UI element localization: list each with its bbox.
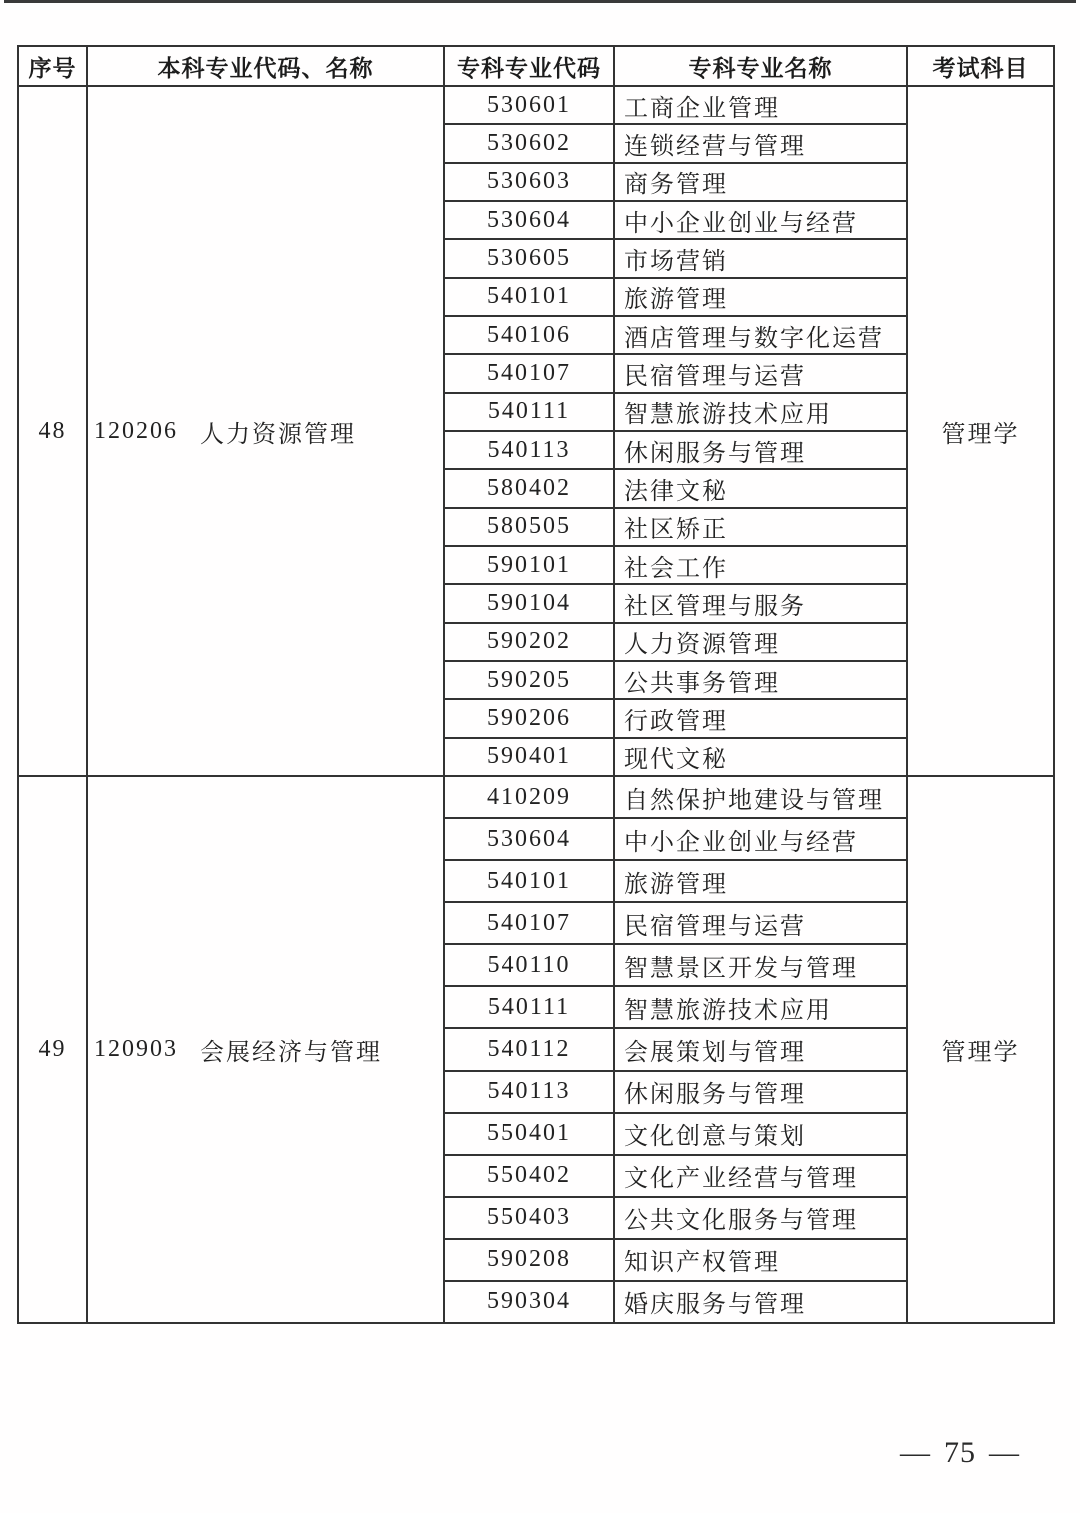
major-row	[445, 1240, 906, 1282]
exam-subject-cell: 管理学	[941, 1040, 1020, 1066]
section-row	[19, 777, 1053, 1322]
college-major-name: 公共事务管理	[624, 670, 780, 697]
college-major-code: 590202	[445, 624, 615, 660]
col-header-undergrad: 本科专业代码、名称	[88, 47, 445, 85]
college-major-name: 社区矫正	[624, 517, 728, 544]
undergrad-cell	[88, 777, 445, 1322]
undergrad-name: 人力资源管理	[200, 421, 356, 448]
college-major-name: 休闲服务与管理	[624, 440, 806, 467]
college-major-name: 中小企业创业与经营	[624, 210, 858, 237]
college-major-name: 婚庆服务与管理	[624, 1292, 806, 1319]
college-major-name: 工商企业管理	[624, 95, 780, 122]
undergrad-cell	[88, 87, 445, 775]
major-row	[445, 509, 906, 547]
college-major-name: 旅游管理	[624, 287, 728, 314]
college-major-name: 智慧旅游技术应用	[624, 997, 832, 1024]
college-major-code: 550402	[445, 1156, 615, 1196]
college-major-code: 530604	[445, 202, 615, 238]
college-major-name: 社区管理与服务	[624, 593, 806, 620]
major-row	[445, 355, 906, 393]
major-row	[445, 987, 906, 1029]
college-major-code: 540101	[445, 279, 615, 315]
major-row	[445, 1282, 906, 1322]
college-major-name: 知识产权管理	[624, 1250, 780, 1277]
top-page-rule	[4, 0, 1076, 3]
footer-right-dash: —	[989, 1436, 1020, 1469]
college-major-code: 540106	[445, 317, 615, 353]
college-major-name: 休闲服务与管理	[624, 1082, 806, 1109]
college-major-code: 530604	[445, 819, 615, 859]
major-correspondence-table	[17, 45, 1055, 1324]
page-number: 75	[944, 1436, 976, 1469]
college-major-name: 现代文秘	[624, 747, 728, 774]
college-major-code: 590304	[445, 1282, 615, 1322]
college-major-name: 市场营销	[624, 248, 728, 275]
major-row	[445, 585, 906, 623]
major-row	[445, 662, 906, 700]
major-row	[445, 1156, 906, 1198]
college-major-name: 商务管理	[624, 172, 728, 199]
major-row	[445, 87, 906, 125]
college-major-name: 社会工作	[624, 555, 728, 582]
col-header-seq: 序号	[19, 47, 88, 85]
college-major-name: 中小企业创业与经营	[624, 829, 858, 856]
seq-cell: 48	[19, 87, 88, 775]
major-row	[445, 1072, 906, 1114]
major-row	[445, 202, 906, 240]
table-header-row	[19, 47, 1053, 87]
college-major-name: 民宿管理与运营	[624, 363, 806, 390]
college-major-code: 590208	[445, 1240, 615, 1280]
college-major-name: 文化产业经营与管理	[624, 1166, 858, 1193]
footer-left-dash: —	[900, 1436, 931, 1469]
college-major-code: 550403	[445, 1198, 615, 1238]
table-body	[19, 87, 1053, 1322]
major-row	[445, 432, 906, 470]
exam-subject-cell: 管理学	[941, 421, 1020, 448]
college-major-name: 旅游管理	[624, 871, 728, 898]
major-row	[445, 861, 906, 903]
college-major-name: 文化创意与策划	[624, 1124, 806, 1151]
major-row	[445, 739, 906, 775]
college-major-code: 540111	[445, 394, 615, 430]
college-major-code: 550401	[445, 1114, 615, 1154]
col-header-exam-subject: 考试科目	[932, 54, 1029, 81]
college-major-code: 530602	[445, 125, 615, 161]
college-major-code: 540113	[445, 1072, 615, 1112]
college-major-code: 540107	[445, 355, 615, 391]
college-major-name: 人力资源管理	[624, 632, 780, 659]
college-major-code: 540107	[445, 903, 615, 943]
major-row	[445, 470, 906, 508]
major-row	[445, 903, 906, 945]
college-major-code: 590205	[445, 662, 615, 698]
major-row	[445, 1114, 906, 1156]
seq-cell: 49	[19, 777, 88, 1322]
major-row	[445, 624, 906, 662]
college-major-code: 530605	[445, 240, 615, 276]
college-major-name: 行政管理	[624, 708, 728, 735]
major-row	[445, 1198, 906, 1240]
college-majors-list	[445, 87, 908, 775]
college-major-code: 590101	[445, 547, 615, 583]
college-major-name: 酒店管理与数字化运营	[624, 325, 884, 352]
major-row	[445, 164, 906, 202]
col-header-college-code: 专科专业代码	[445, 47, 615, 85]
college-major-name: 智慧景区开发与管理	[624, 955, 858, 982]
college-major-name: 智慧旅游技术应用	[624, 402, 832, 429]
major-row	[445, 279, 906, 317]
undergrad-code: 120206	[94, 417, 178, 444]
college-major-code: 530601	[445, 87, 615, 123]
undergrad-name: 会展经济与管理	[200, 1040, 382, 1066]
page-footer	[900, 1436, 1020, 1470]
major-row	[445, 1029, 906, 1071]
major-row	[445, 945, 906, 987]
college-major-code: 540101	[445, 861, 615, 901]
college-major-code: 590401	[445, 739, 615, 775]
major-row	[445, 819, 906, 861]
college-major-name: 民宿管理与运营	[624, 913, 806, 940]
college-major-name: 会展策划与管理	[624, 1040, 806, 1066]
major-row	[445, 700, 906, 738]
college-major-code: 540112	[445, 1029, 615, 1069]
major-row	[445, 547, 906, 585]
college-major-name: 法律文秘	[624, 478, 728, 505]
college-major-name: 连锁经营与管理	[624, 133, 806, 160]
college-major-code: 540110	[445, 945, 615, 985]
major-row	[445, 125, 906, 163]
college-major-code: 540111	[445, 987, 615, 1027]
college-majors-list	[445, 777, 908, 1322]
college-major-code: 580402	[445, 470, 615, 506]
college-major-code: 590206	[445, 700, 615, 736]
major-row	[445, 240, 906, 278]
college-major-name: 自然保护地建设与管理	[624, 787, 884, 814]
section-row	[19, 87, 1053, 777]
col-header-college-name: 专科专业名称	[615, 47, 908, 85]
college-major-name: 公共文化服务与管理	[624, 1208, 858, 1235]
college-major-code: 410209	[445, 777, 615, 817]
college-major-code: 590104	[445, 585, 615, 621]
major-row	[445, 394, 906, 432]
major-row	[445, 777, 906, 819]
undergrad-code: 120903	[94, 1036, 178, 1062]
college-major-code: 580505	[445, 509, 615, 545]
major-row	[445, 317, 906, 355]
college-major-code: 530603	[445, 164, 615, 200]
college-major-code: 540113	[445, 432, 615, 468]
